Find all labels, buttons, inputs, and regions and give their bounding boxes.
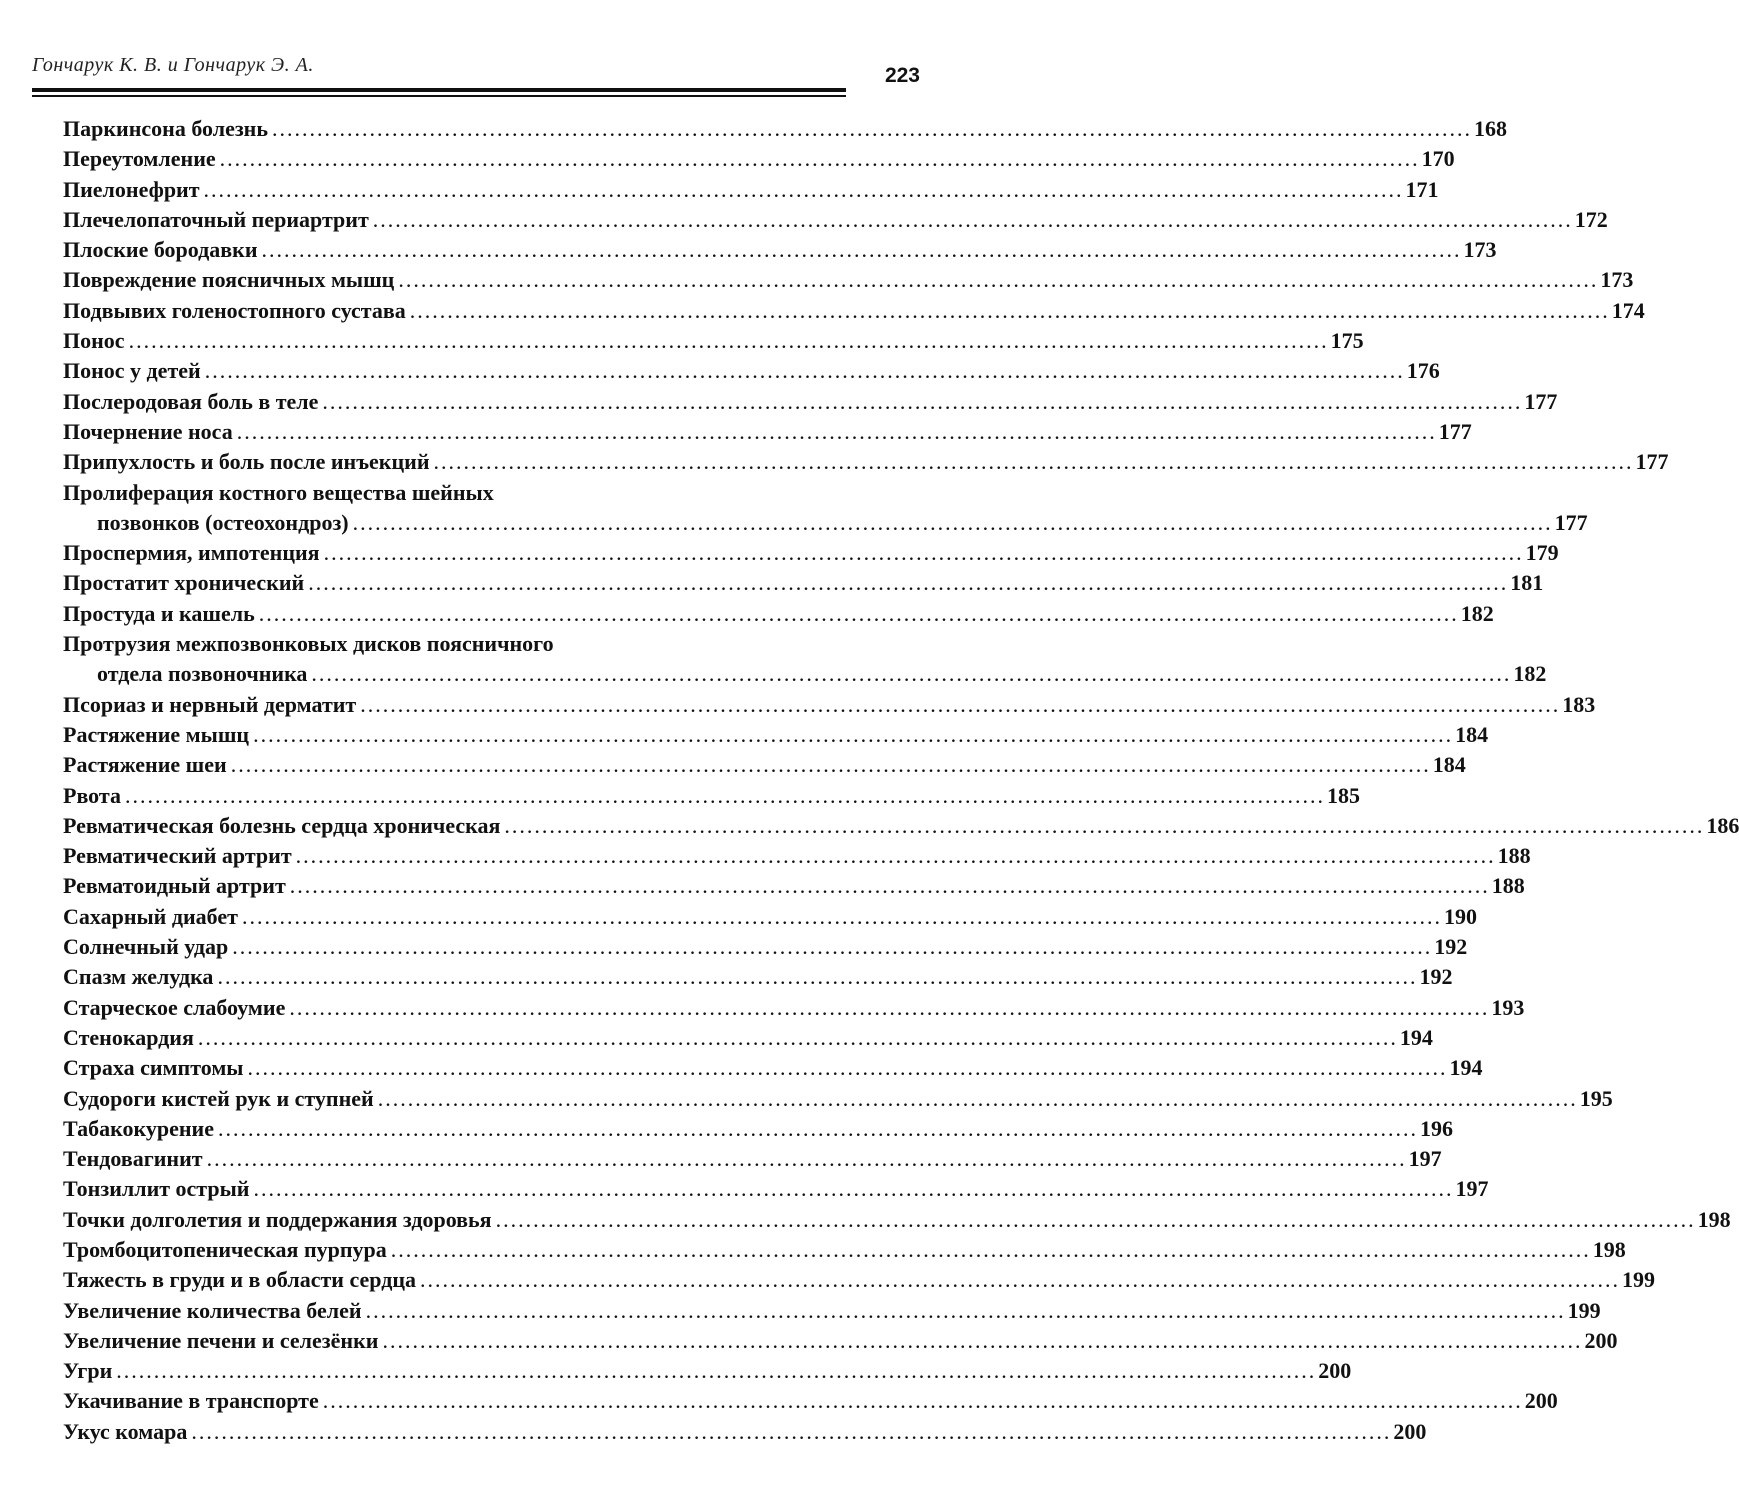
- page-number: 223: [884, 64, 920, 87]
- index-entry-page: 182: [1460, 600, 1494, 626]
- dot-leader: ................................................................................................................................................................: [322, 388, 1523, 414]
- index-entry: [63, 175, 1439, 205]
- index-entry: [63, 205, 1608, 235]
- index-entry-page: 194: [1399, 1024, 1433, 1050]
- index-entry-title: Повреждение поясничных мышц: [63, 267, 395, 293]
- index-entry-line: [63, 599, 1494, 629]
- dot-leader: ................................................................................................................................................................: [204, 358, 1405, 384]
- index-entry-page: 170: [1421, 146, 1455, 172]
- index-entry-line: [63, 1205, 1731, 1235]
- index-entry-line: [63, 387, 1558, 417]
- index-entry: [63, 629, 1547, 690]
- index-entry-page: 197: [1455, 1176, 1489, 1202]
- index-entry-page: 177: [1635, 449, 1669, 475]
- index-entry-title: Увеличение количества белей: [63, 1297, 362, 1323]
- index-entry-title: Тонзиллит острый: [63, 1176, 250, 1202]
- index-entry-title: Рвота: [63, 782, 121, 808]
- dot-leader: ................................................................................................................................................................: [365, 1297, 1566, 1323]
- index-entry-continuation: [63, 508, 1588, 538]
- index-entry-line: [63, 1417, 1427, 1447]
- index-entry-title: Ревматический артрит: [63, 843, 292, 869]
- index-entry-line: [63, 1386, 1558, 1416]
- index-entry-page: 200: [1584, 1327, 1618, 1353]
- running-header: [32, 50, 920, 90]
- index-entry: [63, 326, 1364, 356]
- index-entry-title: отдела позвоночника: [97, 661, 308, 687]
- dot-leader: ................................................................................................................................................................: [217, 964, 1418, 990]
- index-entry-page: 190: [1443, 903, 1477, 929]
- dot-leader: ................................................................................................................................................................: [124, 782, 1325, 808]
- dot-leader: ................................................................................................................................................................: [398, 267, 1599, 293]
- index-entry-page: 200: [1318, 1358, 1352, 1384]
- index-entry-title: Точки долголетия и поддержания здоровья: [63, 1206, 492, 1232]
- index-entry-title: позвонков (остеохондроз): [97, 509, 349, 535]
- index-entry-line: [63, 932, 1468, 962]
- dot-leader: ................................................................................................................................................................: [495, 1206, 1696, 1232]
- index-entry-title: Пролиферация костного вещества шейных: [63, 479, 494, 505]
- index-entry-title: Тендовагинит: [63, 1146, 203, 1172]
- index-entry-line: [63, 781, 1360, 811]
- index-entry: [63, 1235, 1626, 1265]
- index-entry: [63, 1084, 1613, 1114]
- dot-leader: ................................................................................................................................................................: [197, 1024, 1398, 1050]
- header-rule-thick: [32, 88, 846, 92]
- dot-leader: ................................................................................................................................................................: [272, 116, 1472, 141]
- dot-leader: ................................................................................................................................................................: [289, 994, 1490, 1020]
- dot-leader: ................................................................................................................................................................: [377, 1085, 1578, 1111]
- index-entry-line: [63, 750, 1466, 780]
- dot-leader: ................................................................................................................................................................: [420, 1267, 1621, 1293]
- index-entry-title: Паркинсона болезнь: [63, 116, 268, 141]
- index-entry: [63, 538, 1559, 568]
- dot-leader: ................................................................................................................................................................: [372, 206, 1573, 232]
- index-entry: [63, 1023, 1433, 1053]
- index-entry: [63, 811, 1739, 841]
- index-entry-title: Укус комара: [63, 1418, 188, 1444]
- index-entry-page: 177: [1438, 418, 1472, 444]
- index-entry: [63, 871, 1525, 901]
- index-entry-page: 171: [1405, 176, 1439, 202]
- index-entry-line: [63, 1023, 1433, 1053]
- index-entry-line: [63, 841, 1531, 871]
- dot-leader: ................................................................................................................................................................: [308, 570, 1509, 596]
- dot-leader: ................................................................................................................................................................: [230, 752, 1431, 778]
- dot-leader: ................................................................................................................................................................: [261, 237, 1462, 263]
- dot-leader: ................................................................................................................................................................: [232, 934, 1433, 960]
- index-entry-line: [63, 1114, 1453, 1144]
- index-entry-title: Понос у детей: [63, 358, 201, 384]
- index-entry-title: Припухлость и боль после инъекций: [63, 449, 430, 475]
- dot-leader: ................................................................................................................................................................: [206, 1146, 1407, 1172]
- dot-leader: ................................................................................................................................................................: [253, 721, 1454, 747]
- index-entry: [63, 932, 1468, 962]
- index-entry-title: Простуда и кашель: [63, 600, 255, 626]
- index-entry-title: Проспермия, импотенция: [63, 540, 320, 566]
- index-entry-title: Плечелопаточный периартрит: [63, 206, 369, 232]
- index-entry: [63, 1296, 1601, 1326]
- index-entry: [63, 356, 1440, 386]
- index-entry-line: [63, 1296, 1601, 1326]
- index-entry-line: [63, 1084, 1613, 1114]
- index-entry: [63, 750, 1466, 780]
- index-entry: [63, 1114, 1453, 1144]
- index-entry-page: 198: [1697, 1206, 1731, 1232]
- index-entry-line: [63, 1053, 1483, 1083]
- index-entry: [63, 1053, 1483, 1083]
- index-entry-page: 200: [1524, 1388, 1558, 1414]
- index-entry-line: [63, 175, 1439, 205]
- index-entry-title: Спазм желудка: [63, 964, 214, 990]
- index-entry-page: 200: [1393, 1418, 1427, 1444]
- dot-leader: ................................................................................................................................................................: [241, 903, 1442, 929]
- dot-leader: ................................................................................................................................................................: [360, 691, 1561, 717]
- index-entry-page: 174: [1611, 297, 1645, 323]
- index-entry-line: [63, 144, 1455, 174]
- index-entry: [63, 296, 1645, 326]
- index-entry-line: [63, 629, 915, 659]
- index-entry: [63, 962, 1453, 992]
- dot-leader: ................................................................................................................................................................: [258, 600, 1459, 626]
- index-entry-title: Подвывих голеностопного сустава: [63, 297, 406, 323]
- index-entry-line: [63, 1265, 1656, 1295]
- index-entry: [63, 902, 1477, 932]
- index-entry-page: 192: [1434, 934, 1468, 960]
- index-entry-line: [63, 205, 1608, 235]
- index-entry-line: [63, 1174, 1489, 1204]
- index-entry-page: 184: [1432, 752, 1466, 778]
- index-entry-title: Тяжесть в груди и в области сердца: [63, 1267, 417, 1293]
- dot-leader: ................................................................................................................................................................: [322, 1388, 1523, 1414]
- index-entry-page: 176: [1406, 358, 1440, 384]
- index-entry-title: Солнечный удар: [63, 934, 229, 960]
- index-entry-page: 183: [1562, 691, 1596, 717]
- index-entry: [63, 1417, 1427, 1447]
- index-entry-page: 197: [1408, 1146, 1442, 1172]
- dot-leader: ................................................................................................................................................................: [382, 1327, 1583, 1353]
- index-entry-page: 182: [1513, 661, 1547, 687]
- index-entry-title: Страха симптомы: [63, 1055, 244, 1081]
- index-entry-title: Псориаз и нервный дерматит: [63, 691, 357, 717]
- dot-leader: ................................................................................................................................................................: [128, 328, 1329, 354]
- index-entry: [63, 447, 1669, 477]
- index-entry-title: Угри: [63, 1358, 113, 1384]
- dot-leader: ................................................................................................................................................................: [247, 1055, 1448, 1081]
- index-entry-title: Тромбоцитопеническая пурпура: [63, 1236, 387, 1262]
- index-entry-line: [63, 568, 1544, 598]
- index-entry-page: 193: [1491, 994, 1525, 1020]
- index-entry-line: [63, 811, 1739, 841]
- index-entry-title: Плоские бородавки: [63, 237, 258, 263]
- index-entry: [63, 1356, 1352, 1386]
- index-entry-page: 192: [1419, 964, 1453, 990]
- index-entry: [63, 1144, 1442, 1174]
- index-entry-line: [63, 326, 1364, 356]
- dot-leader: ................................................................................................................................................................: [352, 509, 1553, 535]
- index-entry: [63, 781, 1360, 811]
- index-entry-title: Протрузия межпозвонковых дисков поясничного: [63, 631, 554, 657]
- index-entry-line: [63, 114, 1507, 144]
- index-entry-page: 175: [1330, 328, 1364, 354]
- dot-leader: ................................................................................................................................................................: [295, 843, 1496, 869]
- index-entry: [63, 1265, 1656, 1295]
- index-entry-title: Растяжение мышц: [63, 721, 250, 747]
- dot-leader: ................................................................................................................................................................: [203, 176, 1404, 202]
- index-entry-page: 173: [1600, 267, 1634, 293]
- index-entry-title: Увеличение печени и селезёнки: [63, 1327, 379, 1353]
- index-entry-title: Сахарный диабет: [63, 903, 238, 929]
- index-entry-title: Укачивание в транспорте: [63, 1388, 319, 1414]
- index-entry-title: Пиелонефрит: [63, 176, 200, 202]
- index-entry-line: [63, 993, 1525, 1023]
- index-entry-page: 177: [1524, 388, 1558, 414]
- index-entry: [63, 568, 1544, 598]
- dot-leader: ................................................................................................................................................................: [236, 418, 1437, 444]
- dot-leader: ................................................................................................................................................................: [191, 1418, 1392, 1444]
- index-entry: [63, 417, 1472, 447]
- index-entry: [63, 1205, 1731, 1235]
- index-entry-page: 199: [1622, 1267, 1656, 1293]
- index-entry-title: Стенокардия: [63, 1024, 194, 1050]
- dot-leader: ................................................................................................................................................................: [289, 873, 1490, 899]
- index-entry-title: Старческое слабоумие: [63, 994, 286, 1020]
- index-entry-page: 188: [1497, 843, 1531, 869]
- index-entry-line: [63, 871, 1525, 901]
- index-entry: [63, 144, 1455, 174]
- index-entry-title: Ревматоидный артрит: [63, 873, 286, 899]
- index-entry-page: 172: [1574, 206, 1608, 232]
- index-entry-line: [63, 417, 1472, 447]
- index-entry-line: [63, 296, 1645, 326]
- dot-leader: ................................................................................................................................................................: [311, 661, 1512, 687]
- index-entry-title: Растяжение шеи: [63, 752, 227, 778]
- index-entry: [63, 235, 1497, 265]
- index-entry-page: 185: [1326, 782, 1360, 808]
- index-entry-line: [63, 478, 915, 508]
- index-entry-page: 173: [1463, 237, 1497, 263]
- dot-leader: ................................................................................................................................................................: [116, 1358, 1317, 1384]
- index-entry-line: [63, 1144, 1442, 1174]
- index-entry: [63, 993, 1525, 1023]
- index-entry-page: 186: [1706, 812, 1739, 838]
- index-entry: [63, 841, 1531, 871]
- index-entry: [63, 720, 1489, 750]
- index-entry-page: 181: [1510, 570, 1544, 596]
- index-entry-title: Простатит хронический: [63, 570, 305, 596]
- index-entry: [63, 599, 1494, 629]
- index-entry: [63, 478, 1588, 539]
- index-entry: [63, 1326, 1618, 1356]
- dot-leader: ................................................................................................................................................................: [433, 449, 1634, 475]
- index-entry: [63, 1174, 1489, 1204]
- index-entry-page: 199: [1567, 1297, 1601, 1323]
- index-entry-line: [63, 538, 1559, 568]
- index-entry-line: [63, 720, 1489, 750]
- dot-leader: ................................................................................................................................................................: [409, 297, 1610, 323]
- index-entry-line: [63, 1356, 1352, 1386]
- index-entry-line: [63, 356, 1440, 386]
- index-entry: [63, 114, 1507, 144]
- index-entry-title: Переутомление: [63, 146, 216, 172]
- dot-leader: ................................................................................................................................................................: [253, 1176, 1454, 1202]
- index-entry-line: [63, 690, 1596, 720]
- running-head-authors: Гончарук К. В. и Гончарук Э. А.: [32, 54, 314, 76]
- index-entry-page: 198: [1592, 1236, 1626, 1262]
- index-entry-title: Почернение носа: [63, 418, 233, 444]
- index-entry-line: [63, 1326, 1618, 1356]
- index-entry-page: 177: [1554, 509, 1588, 535]
- index-entry-continuation: [63, 659, 1547, 689]
- dot-leader: ................................................................................................................................................................: [323, 540, 1524, 566]
- dot-leader: ................................................................................................................................................................: [218, 1115, 1418, 1141]
- index-entry: [63, 265, 1634, 295]
- index-entry-page: 195: [1579, 1085, 1613, 1111]
- index-list: [63, 114, 1739, 1447]
- index-entry-line: [63, 962, 1453, 992]
- index-entry-title: Судороги кистей рук и ступней: [63, 1085, 374, 1111]
- index-entry-page: 179: [1525, 540, 1559, 566]
- index-entry-line: [63, 447, 1669, 477]
- index-entry-line: [63, 235, 1497, 265]
- index-entry-line: [63, 902, 1477, 932]
- dot-leader: ................................................................................................................................................................: [504, 812, 1705, 838]
- index-entry-page: 194: [1449, 1055, 1483, 1081]
- dot-leader: ................................................................................................................................................................: [219, 146, 1420, 172]
- index-entry-line: [63, 1235, 1626, 1265]
- index-entry-title: Табакокурение: [63, 1115, 214, 1141]
- index-entry-page: 196: [1420, 1115, 1453, 1141]
- index-entry-title: Ревматическая болезнь сердца хроническая: [63, 812, 501, 838]
- index-entry-title: Послеродовая боль в теле: [63, 388, 319, 414]
- index-entry-page: 168: [1474, 116, 1507, 141]
- dot-leader: ................................................................................................................................................................: [390, 1236, 1591, 1262]
- index-entry-line: [63, 265, 1634, 295]
- index-entry: [63, 1386, 1558, 1416]
- index-entry: [63, 387, 1558, 417]
- index-entry: [63, 690, 1596, 720]
- index-entry-page: 188: [1491, 873, 1525, 899]
- index-entry-page: 184: [1455, 721, 1489, 747]
- index-entry-title: Понос: [63, 328, 125, 354]
- header-rule-thin: [32, 95, 846, 97]
